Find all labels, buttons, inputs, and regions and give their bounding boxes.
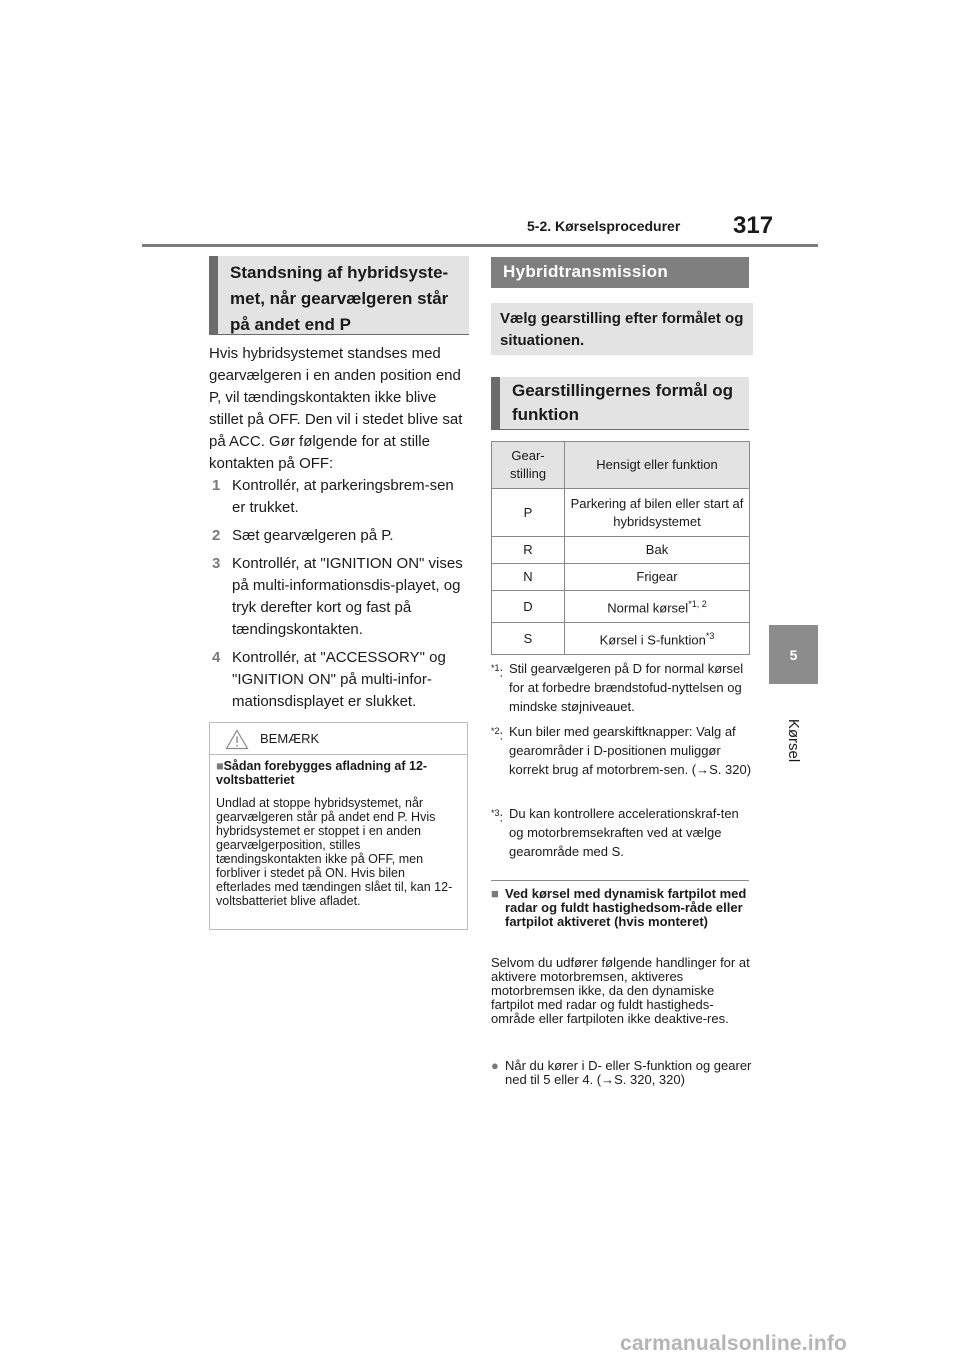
table-row bbox=[492, 591, 750, 623]
note-heading bbox=[216, 759, 456, 787]
footnote-1 bbox=[491, 659, 753, 716]
step-number: 2 bbox=[212, 527, 221, 544]
step-number: 1 bbox=[212, 477, 221, 494]
note-heading-text: Sådan forebygges afladning af 12-voltsbatteriet bbox=[216, 759, 428, 787]
function-text: Kørsel i S-funktion bbox=[599, 632, 706, 648]
function-cell bbox=[565, 591, 750, 623]
section-title: 5-2. Kørselsprocedurer bbox=[527, 218, 681, 234]
round-bullet-icon: ● bbox=[491, 1058, 499, 1073]
footnote-3 bbox=[491, 804, 753, 861]
step-4 bbox=[209, 647, 471, 713]
table-row bbox=[492, 489, 750, 537]
intro-paragraph: Hvis hybridsystemet standses med gearvælgeren i en anden position end P, vil tændingskontakten ikke blive stillet på OFF. Den vil i stedet blive sat på ACC. Gør følgende for at stille kontakten på OFF: bbox=[209, 345, 463, 472]
gear-cell: P bbox=[492, 489, 565, 537]
note-box bbox=[209, 722, 468, 930]
table-header: Gear-stilling bbox=[492, 442, 565, 489]
table-row bbox=[492, 623, 750, 655]
function-cell bbox=[565, 537, 750, 564]
gear-table bbox=[491, 441, 750, 655]
watermark: carmanualsonline.info bbox=[620, 1332, 848, 1355]
step-number: 4 bbox=[212, 649, 221, 666]
warning-triangle-icon bbox=[225, 729, 249, 750]
footnote-mark: $^{*2}$: bbox=[491, 726, 504, 743]
table-row bbox=[492, 564, 750, 591]
footnote-text: Du kan kontrollere accelerationskraf-ten og motorbremsekraften ved at vælge gearområde med S. bbox=[509, 806, 739, 859]
step-text: Kontrollér, at "IGNITION ON" vises på multi-informationsdis-playet, og tryk derefter kort og fast på tændingskontakten. bbox=[232, 555, 463, 638]
gear-cell: S bbox=[492, 623, 565, 655]
step-text: Kontrollér, at parkeringsbrem-sen er trukket. bbox=[232, 477, 454, 516]
header-rule bbox=[142, 244, 818, 247]
gear-cell: D bbox=[492, 591, 565, 623]
fartpilot-body: Selvom du udfører følgende handlinger for at aktivere motorbremsen, aktiveres motorbremsen ikke, da den dynamiske fartpilot med radar og fuldt hastigheds-område eller fartpiloten ikke deaktive-res. bbox=[491, 955, 750, 1026]
fartpilot-bullet-text: Når du kører i D- eller S-funktion og gearer ned til 5 eller 4. (→S. 320, 320) bbox=[505, 1058, 752, 1087]
gear-section-heading: Gearstillingernes formål og funktion bbox=[491, 377, 749, 430]
footnote-text: Kun biler med gearskiftknapper: Valg af gearområder i D-positionen muliggør korrekt brug af motorbrem-sen. (→S. 320) bbox=[509, 724, 752, 777]
step-2 bbox=[209, 525, 471, 547]
chapter-label bbox=[765, 700, 823, 780]
step-number: 3 bbox=[212, 555, 221, 572]
square-bullet-icon: ■ bbox=[216, 759, 224, 773]
fartpilot-bullet bbox=[491, 1059, 753, 1087]
fartpilot-heading-text: Ved kørsel med dynamisk fartpilot med radar og fuldt hastighedsom-råde eller fartpilot aktiveret (hvis monteret) bbox=[505, 886, 747, 929]
function-text: Frigear bbox=[636, 569, 678, 584]
note-body: Undlad at stoppe hybridsystemet, når gearvælgeren står på andet end P. Hvis hybridsystemet er stoppet i en anden gearvælgerposition, stilles tændingskontakten ikke på OFF, men forbliver i stedet på ON. Hvis bilen efterlades med tændingen slået til, kan 12-voltsbatteriet blive afladet. bbox=[216, 796, 453, 908]
section-bar: Hybridtransmission bbox=[491, 257, 749, 288]
function-text: Bak bbox=[645, 542, 669, 557]
fartpilot-heading bbox=[491, 887, 753, 929]
footnote-text: Stil gearvælgeren på D for normal kørsel for at forbedre brændstofud-nyttelsen og mindske støjniveauet. bbox=[509, 661, 744, 714]
function-cell bbox=[565, 489, 750, 537]
function-text: Parkering af bilen eller start af hybridsystemet bbox=[570, 495, 744, 529]
function-cell bbox=[565, 564, 750, 591]
gear-cell: N bbox=[492, 564, 565, 591]
square-bullet-icon: ■ bbox=[491, 886, 499, 901]
note-header bbox=[210, 723, 467, 755]
page-number: 317 bbox=[733, 212, 774, 239]
function-text: Normal kørsel bbox=[607, 600, 689, 616]
footnote-ref: *3 bbox=[705, 631, 715, 642]
function-cell bbox=[565, 623, 750, 655]
table-header-row bbox=[492, 442, 750, 489]
step-1 bbox=[209, 475, 471, 519]
summary-box: Vælg gearstilling efter formålet og situationen. bbox=[491, 303, 753, 355]
note-title: BEMÆRK bbox=[260, 731, 320, 746]
footnote-ref: *1, 2 bbox=[688, 599, 707, 610]
step-text: Sæt gearvælgeren på P. bbox=[232, 527, 394, 544]
step-3 bbox=[209, 553, 471, 641]
table-header: Hensigt eller funktion bbox=[565, 442, 750, 489]
chapter-label-text: Kørsel bbox=[785, 718, 803, 762]
footnote-mark: $^{*3}$: bbox=[491, 808, 504, 825]
table-row bbox=[492, 537, 750, 564]
divider bbox=[491, 880, 749, 881]
left-section-heading: Standsning af hybridsyste-met, når gearvælgeren står på andet end P bbox=[209, 256, 469, 335]
footnote-2 bbox=[491, 722, 753, 779]
footnote-mark: $^{*1}$: bbox=[491, 663, 504, 680]
chapter-tab: 5 bbox=[769, 625, 818, 684]
gear-cell: R bbox=[492, 537, 565, 564]
step-text: Kontrollér, at "ACCESSORY" og "IGNITION ON" på multi-infor-mationsdisplayet er slukket. bbox=[232, 649, 446, 710]
